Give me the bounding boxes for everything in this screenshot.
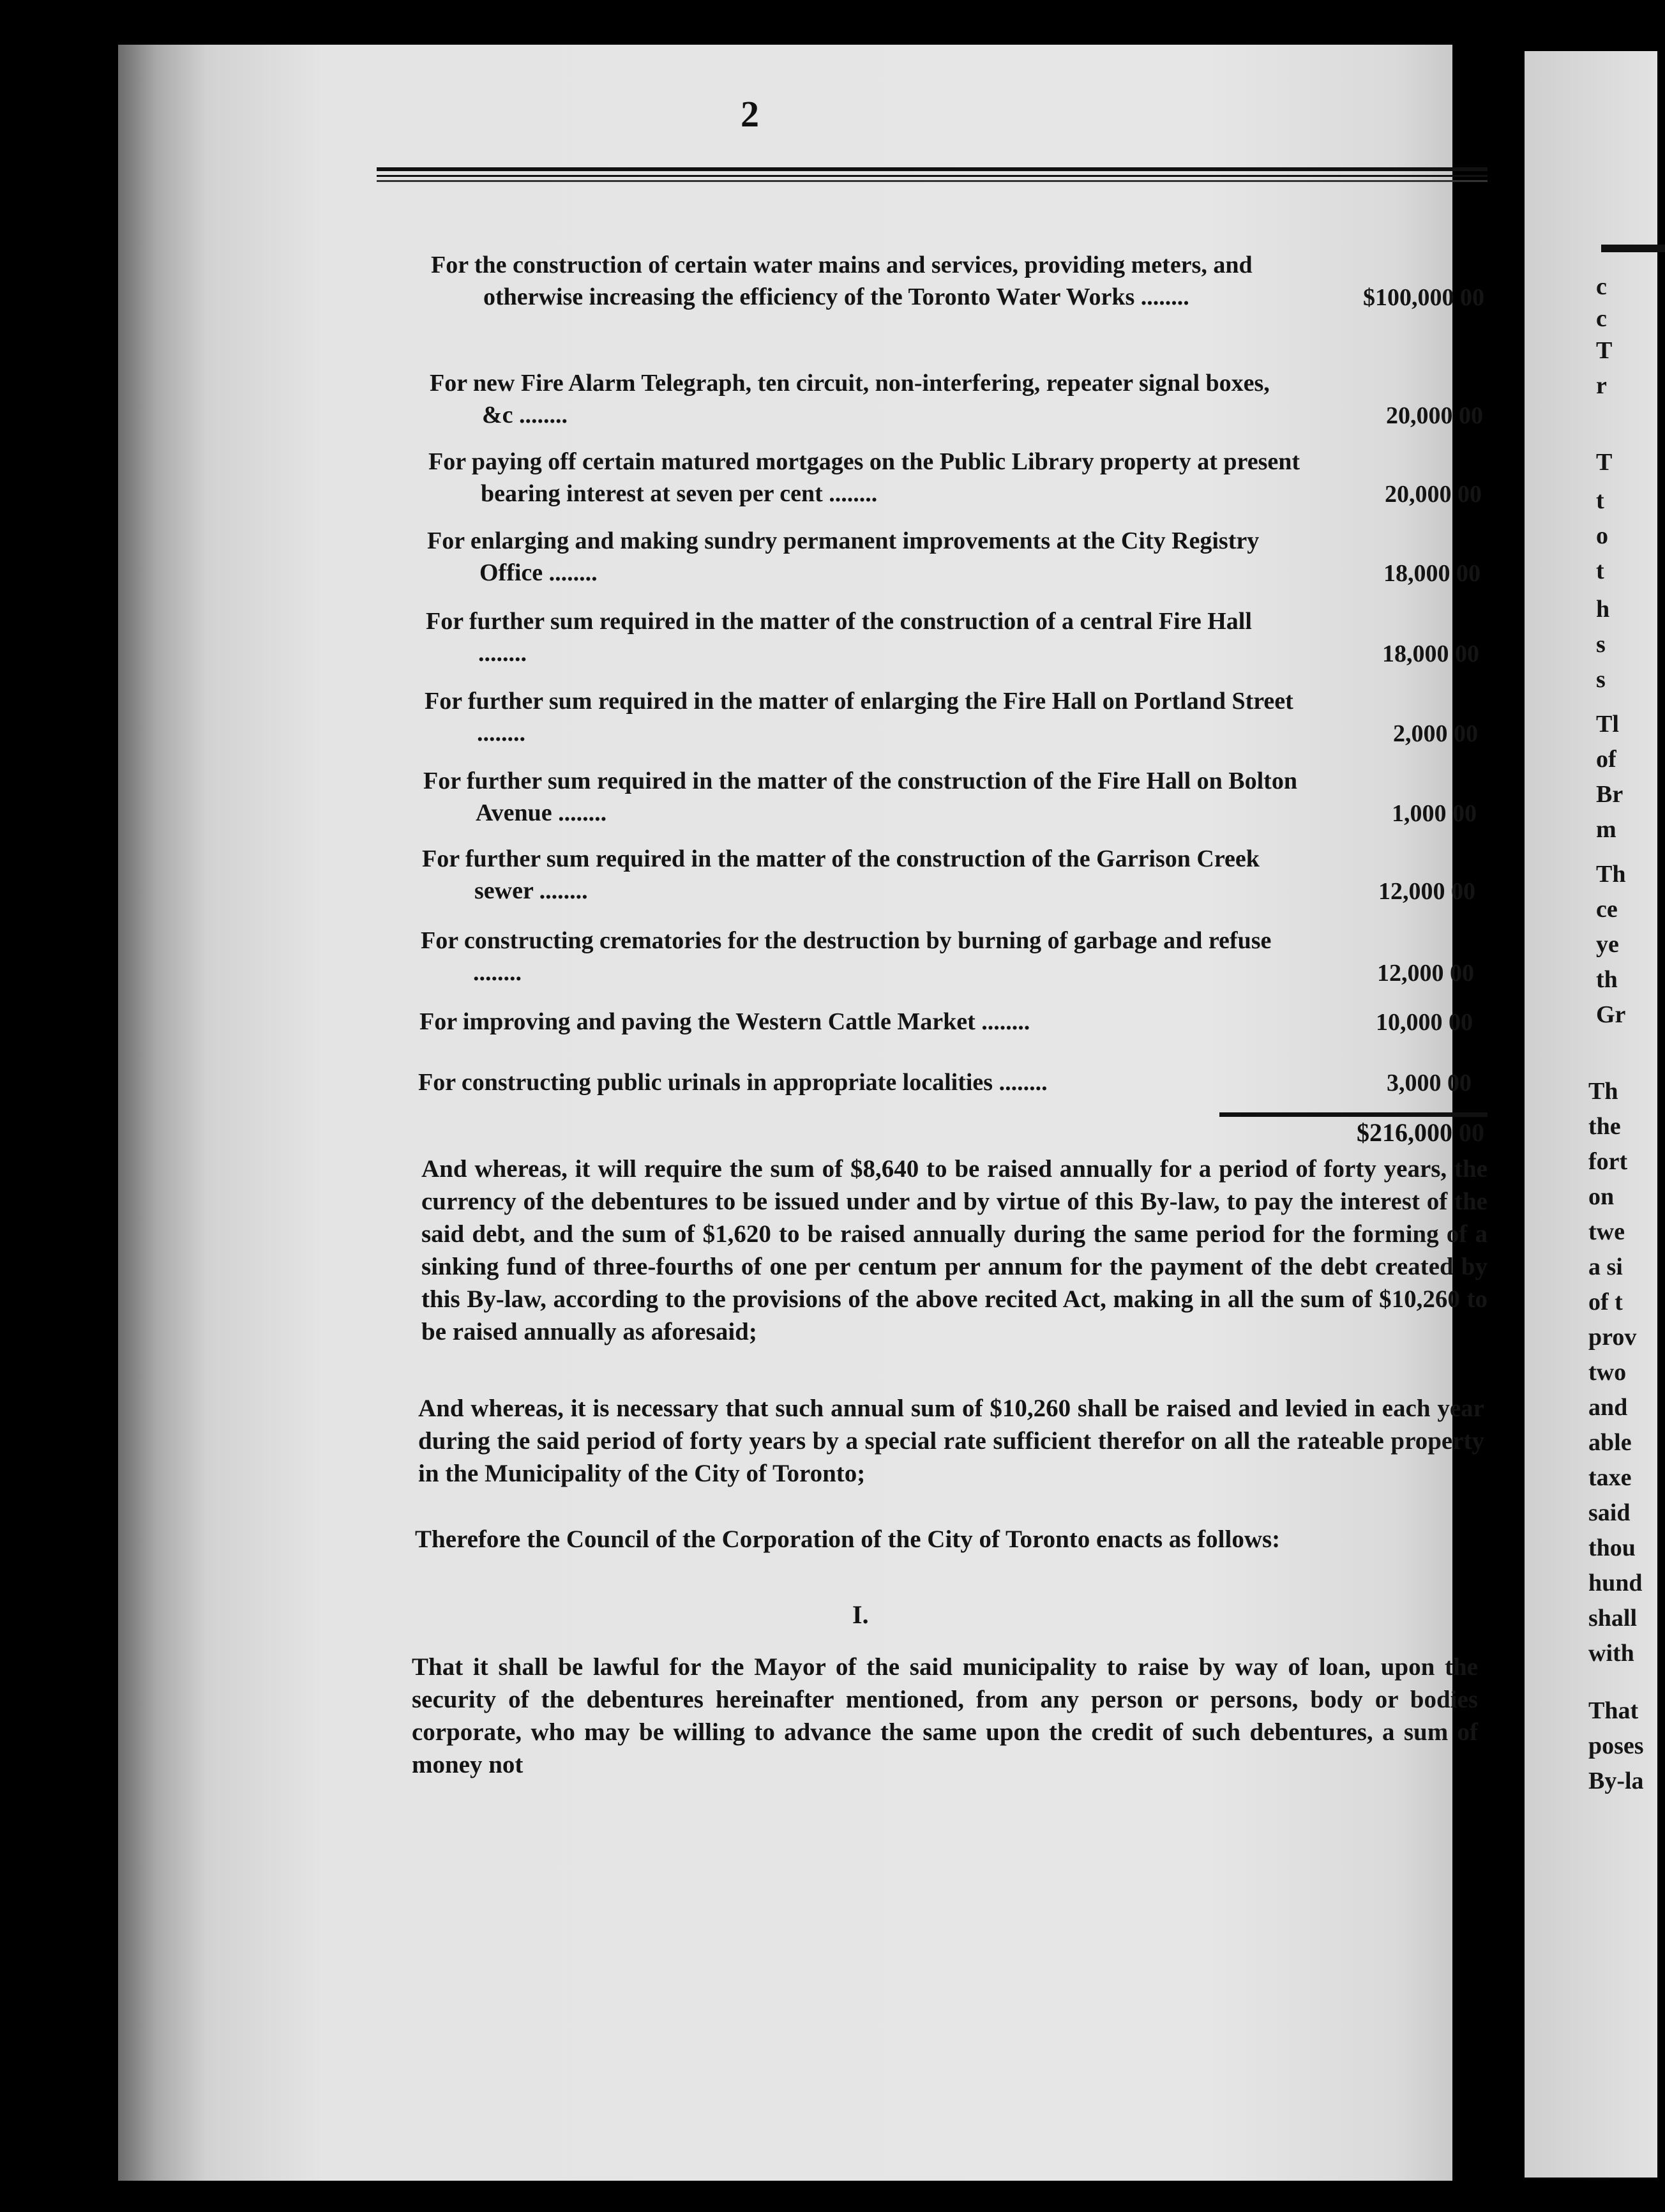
appropriation-description: For further sum required in the matter of the construction of the Fire Hall on Bolton Avenue ........: [423, 768, 1297, 826]
adjacent-page-text-fragment: with: [1588, 1640, 1634, 1667]
adjacent-page-text-fragment: and: [1588, 1394, 1628, 1421]
adjacent-page-text-fragment: of t: [1588, 1289, 1623, 1315]
adjacent-page-text-fragment: poses: [1588, 1732, 1644, 1759]
appropriation-description: For new Fire Alarm Telegraph, ten circuit, non-interfering, repeater signal boxes, &c ........: [430, 370, 1270, 428]
appropriation-item: [430, 367, 1483, 431]
adjacent-page-text-fragment: That: [1588, 1697, 1639, 1724]
adjacent-page-text-fragment: Br: [1596, 781, 1624, 808]
appropriation-amount: 1,000 00: [1392, 800, 1477, 827]
appropriation-description: For constructing public urinals in appropriate localities ........: [418, 1069, 1048, 1096]
total-rule: [1219, 1112, 1488, 1117]
appropriation-amount: 20,000 00: [1385, 481, 1482, 508]
paragraph-levy: And whereas, it is necessary that such annual sum of $10,260 shall be raised and levied in each year during the said period of forty years by a special rate sufficient therefor on all the rateable property in the Municipality of the City of Toronto;: [418, 1395, 1484, 1487]
appropriation-amount: 12,000 00: [1377, 960, 1474, 987]
adjacent-page-text-fragment: s: [1596, 666, 1606, 693]
appropriation-item: [419, 1006, 1473, 1038]
paragraph-section-one: That it shall be lawful for the Mayor of the said municipality to raise by way of loan, upon the security of the debentures hereinafter mentioned, from any person or persons, body or bodies corporate, who may be willing to advance the same upon the credit of such debentures, a sum of money not: [412, 1653, 1478, 1778]
adjacent-page-text-fragment: the: [1588, 1113, 1621, 1140]
appropriation-description: For further sum required in the matter of enlarging the Fire Hall on Portland Street ........: [425, 688, 1293, 746]
appropriation-description: For enlarging and making sundry permanent improvements at the City Registry Office ........: [427, 527, 1260, 586]
adjacent-page-text-fragment: Th: [1588, 1078, 1618, 1105]
header-rule-thin: [377, 175, 1488, 177]
adjacent-page-text-fragment: t: [1596, 557, 1604, 584]
appropriation-item: [427, 525, 1480, 589]
paragraph-interest: And whereas, it will require the sum of $8,640 to be raised annually for a period of forty years, the currency of the debentures to be issued under and by virtue of this By-law, to pay the interest of the said debt, and the sum of $1,620 to be raised annually during the same period for the forming of a sinking fund of three-fourths of one per centum per annum for the payment of the debt created by this By-law, according to the provisions of the above recited Act, making in all the sum of $10,260 to be raised annually as aforesaid;: [421, 1155, 1488, 1345]
adjacent-page-text-fragment: fort: [1588, 1148, 1628, 1175]
adjacent-page-text-fragment: t: [1596, 487, 1604, 514]
appropriation-description: For paying off certain matured mortgages on the Public Library property at present bearing interest at seven per cent ........: [428, 448, 1300, 507]
appropriation-item: [418, 1066, 1472, 1098]
page-number: 2: [741, 93, 759, 135]
appropriation-description: For further sum required in the matter of the construction of the Garrison Creek sewer ........: [422, 845, 1260, 904]
appropriation-amount: 3,000 00: [1387, 1070, 1472, 1096]
appropriation-item: [431, 249, 1484, 313]
appropriation-item: [422, 843, 1475, 907]
total-amount: $216,000 00: [1357, 1118, 1484, 1147]
appropriation-item: [421, 925, 1474, 989]
adjacent-page-text-fragment: r: [1596, 372, 1607, 399]
adjacent-page-text-fragment: taxe: [1588, 1464, 1632, 1491]
adjacent-page-text-fragment: said: [1588, 1499, 1631, 1526]
adjacent-page-text-fragment: able: [1588, 1429, 1632, 1456]
appropriation-item: [423, 765, 1477, 829]
adjacent-page-text-fragment: Th: [1596, 861, 1626, 888]
appropriation-item: [425, 685, 1478, 749]
header-rule: [377, 167, 1488, 171]
adjacent-page-text-fragment: th: [1596, 966, 1618, 993]
adjacent-page-text-fragment: T: [1596, 337, 1613, 364]
adjacent-page-text-fragment: on: [1588, 1183, 1615, 1210]
adjacent-page-text-fragment: o: [1596, 522, 1608, 549]
adjacent-page-text-fragment: m: [1596, 816, 1616, 843]
appropriation-description: For further sum required in the matter of the construction of a central Fire Hall ........: [426, 608, 1252, 667]
adjacent-page-rule: [1601, 245, 1665, 252]
header-rule-thin-2: [377, 180, 1488, 182]
document-page: [118, 45, 1488, 2181]
appropriation-item: [428, 446, 1482, 510]
adjacent-page-edge: [1525, 51, 1657, 2178]
adjacent-page-text-fragment: ye: [1596, 931, 1619, 958]
appropriation-description: For constructing crematories for the destruction by burning of garbage and refuse ........: [421, 927, 1272, 986]
appropriation-amount: 2,000 00: [1393, 720, 1478, 747]
appropriation-amount: 20,000 00: [1386, 402, 1483, 429]
appropriation-item: [426, 605, 1479, 669]
adjacent-page-text-fragment: a si: [1588, 1254, 1623, 1280]
appropriation-amount: 18,000 00: [1382, 640, 1479, 667]
adjacent-page-text-fragment: T: [1596, 449, 1613, 476]
adjacent-page-text-fragment: s: [1596, 631, 1606, 658]
adjacent-page-text-fragment: ce: [1596, 896, 1618, 923]
adjacent-page-text-fragment: c: [1596, 305, 1607, 332]
section-number: I.: [852, 1600, 869, 1629]
adjacent-page-text-fragment: two: [1588, 1359, 1627, 1386]
appropriation-amount: 10,000 00: [1376, 1009, 1473, 1036]
adjacent-page-text-fragment: twe: [1588, 1218, 1625, 1245]
appropriation-description: For improving and paving the Western Cattle Market ........: [419, 1008, 1030, 1035]
adjacent-page-text-fragment: prov: [1588, 1324, 1637, 1351]
appropriation-amount: $100,000 00: [1363, 284, 1484, 311]
adjacent-page-text-fragment: hund: [1588, 1570, 1643, 1596]
adjacent-page-text-fragment: of: [1596, 746, 1616, 773]
appropriation-description: For the construction of certain water mains and services, providing meters, and otherwise increasing the efficiency of the Toronto Water Works ........: [431, 252, 1253, 310]
adjacent-page-text-fragment: shall: [1588, 1605, 1638, 1632]
adjacent-page-text-fragment: By-la: [1588, 1768, 1644, 1794]
adjacent-page-text-fragment: Gr: [1596, 1001, 1626, 1028]
paragraph-enacting: Therefore the Council of the Corporation of the City of Toronto enacts as follows:: [415, 1526, 1281, 1553]
adjacent-page-text-fragment: thou: [1588, 1534, 1636, 1561]
adjacent-page-text-fragment: c: [1596, 273, 1607, 300]
adjacent-page-text-fragment: h: [1596, 596, 1610, 623]
appropriation-amount: 12,000 00: [1378, 878, 1475, 905]
adjacent-page-text-fragment: Tl: [1596, 711, 1619, 738]
appropriation-amount: 18,000 00: [1383, 560, 1480, 587]
